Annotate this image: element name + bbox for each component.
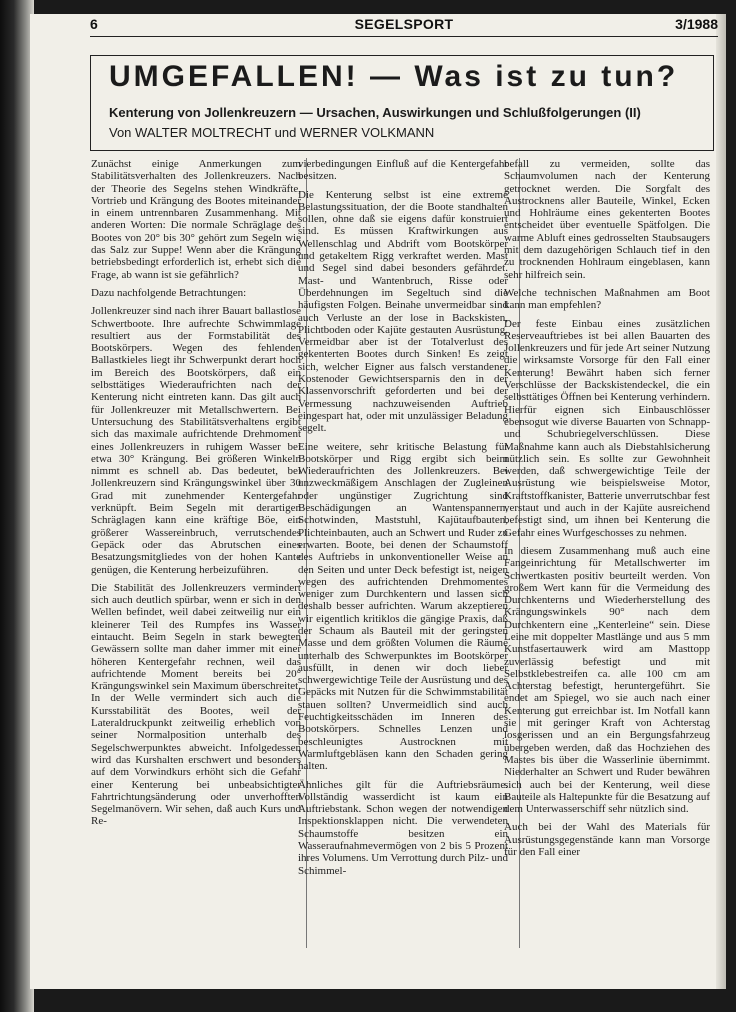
paragraph: Jollenkreuzer sind nach ihrer Bauart ballastlose Schwertboote. Ihre aufrechte Schwimmlage resultiert aus der Formstabilität des Bootskörpers. Wegen des fehlenden Ballastkieles liegt ihr Schwerpunkt derart hoch im Bereich des Bootskörpers, daß ein selbsttätiges Wiederaufrichten nach der Kenterung nicht eintreten kann. Das gilt auch für Jollenkreuzer mit Metallschwertern. Bei Untersuchung des Stabilitätsverhaltens ergibt sich das maximale aufrichtende Drehmoment eines Jollenkreuzers in ruhigem Wasser bei etwa 30° Krängung. Bei größeren Winkeln nimmt es schnell ab. Das bedeutet, bei Jollenkreuzern sind Krängungswinkel über 30 Grad mit zunehmender Kentergefahr verknüpft. Beim Segeln mit derartigen Schräglagen kann eine kräftige Böe, ein größerer Wassereinbruch, verrutschendes Gepäck oder das Abrutschen eines Besatzungsmitgliedes von der hohen Kante genügen, die Kenterung herbeizuführen. xyxy=(91,305,301,576)
paragraph: Dazu nachfolgende Betrachtungen: xyxy=(91,286,247,299)
paragraph: Die Stabilität des Jollenkreuzers vermindert sich auch deutlich spürbar, wenn er sich in den Wellen befindet, weil dabei zeitweilig nur ein kleinerer Teil des Rumpfes ins Wasser eintaucht. Beim Segeln in stark bewegten Gewässern sollte man daher immer mit einer höheren Kentergefahr rechnen, weil das aufrichtende Moment bereits bei 20° Krängungswinkel sein Maximum überschreitet. In der Welle vermindert sich auch die Kursstabilität des Bootes, weil der Lateraldruckpunkt zeitweilig erheblich von seiner Normalposition unterhalb des Segelschwerpunktes abweicht. Infolgedessen wird das Kurshalten erschwert und besonders auf dem Vorwindkurs erhöht sich die Gefahr einer Kenterung bei unbeabsichtigter Fahrtrichtungsänderung oder unverhofften Segelmanövern. Wir sehen, daß auch Kurs und Re- xyxy=(91,581,301,828)
article-title: UMGEFALLEN! — Was ist zu tun? xyxy=(109,60,679,93)
text-column-1 xyxy=(91,158,301,834)
text-column-3 xyxy=(504,158,710,864)
paragraph: In diesem Zusammenhang muß auch eine Fangeinrichtung für Metallschwerter im Schwertkasten positiv beurteilt werden. Von großem Wert kann für die Vermeidung des Durchkenterns und Wiederherstellung des Krängungswinkels 90° nach dem Durchkentern eine „Kenterleine“ sein. Diese Leine mit doppelter Mastlänge und aus 5 mm Kunstfasertauwerk wird am Masttopp zuverlässig befestigt und mit Selbstklebestreifen ca. alle 100 cm am Achterstag befestigt, heruntergeführt. Sie endet am Spiegel, wo sie auch nach einer Kenterung gut erreichbar ist. Im Notfall kann sie mit geringer Kraft von Achterstag losgerissen und an ein Bergungsfahrzeug übergeben werden, daß das Hochziehen des Mastes bis über die Wasserlinie übernimmt. Niederhalter an Schwert und Ruder bewähren sich auch bei der Kenterung, weil diese Bauteile als Haltepunkte für die Besatzung auf dem Unterwasserschiff sehr nützlich sind. xyxy=(504,544,710,816)
paragraph: befall zu vermeiden, sollte das Schaumvolumen nach der Kenterung getrocknet werden. Die Sorgfalt des Austrocknens aller Bauteile, Winkel, Ecken und Hohlräume eines gekenterten Bootes entscheidet über eventuelle Spätfolgen. Die warme Abluft eines gedrosselten Staubsaugers mit dem dazugehörigen Schlauch tief in den zu trocknenden Hohlraum eingeblasen, kann sehr hilfreich sein. xyxy=(504,158,710,281)
page-edge xyxy=(716,14,726,989)
text-column-2 xyxy=(298,158,508,883)
title-box xyxy=(90,55,714,151)
paragraph: Zunächst einige Anmerkungen zum Stabilitätsverhalten des Jollenkreuzers. Nach der Theorie des Segelns stehen Windkräfte, Vortrieb und Krängung des Bootes miteinander in einem untrennbaren Zusammenhang. Mit anderen Worten: Die normale Schräglage des Bootes von 20° bis 30° gehört zum Segeln wie das Salz zur Suppe! Wenn aber die Krängung betriebsbedingt erforderlich ist, erhebt sich die Frage, ab wann ist sie gefährlich? xyxy=(91,158,301,281)
book-binding xyxy=(0,0,34,1012)
article-subtitle: Kenterung von Jollenkreuzern — Ursachen, Auswirkungen und Schlußfolgerungen (II) xyxy=(109,105,641,120)
article-authors: Von WALTER MOLTRECHT und WERNER VOLKMANN xyxy=(109,125,435,140)
page-number: 6 xyxy=(90,16,98,32)
paragraph: Welche technischen Maßnahmen am Boot kann man empfehlen? xyxy=(504,286,710,312)
paragraph: vierbedingungen Einfluß auf die Kentergefahr besitzen. xyxy=(298,158,508,183)
paragraph: Die Kenterung selbst ist eine extreme Belastungssituation, der die Boote standhalten sollen, ohne daß sie eigens dafür konstruiert sind. Es müssen Kraftwirkungen aus Wellenschlag und Abdrift vom Bootskörper und getakeltem Rigg verkraftet werden. Mast und Segel sind dabei besonders gefährdet. Mast- und Wantenbruch, Risse oder Überdehnungen im Segeltuch sind die häufigsten Folgen. Beinahe unvermeidbar sind auch Verluste an der lose in Backskisten, Plichtboden oder Kajüte gestauten Ausrüstung. Vermeidbar aber ist der Totalverlust des gekenterten Bootes durch Sinken! Es zeigt sich, welcher Eigner aus falsch verstandener Kostenoder Gewichtsersparnis den in der Klassenvorschrift geforderten und bei der Vermessung nachzuweisenden Auftrieb eingespart hat, oder mit unzulässiger Beladung segelt. xyxy=(298,188,508,435)
paragraph: Der feste Einbau eines zusätzlichen Reserveauftriebes ist bei allen Bauarten des Jollenkreuzers und für jede Art seiner Nutzung die wirksamste Vorsorge für den Fall einer Kenterung! Bewährt haben sich ferner Verschlüsse der Backskistendeckel, die ein selbsttätiges Öffnen bei Kenterung verhindern. Hierfür eignen sich Einbauschlösser ebensogut wie diverse Bauarten von Schnapp- und Schubriegelverschlüssen. Diese Maßnahme kann auch als Diebstahlsicherung nützlich sein. Es sollte zur Gewohnheit werden, daß schwergewichtige Teile der Ausrüstung wie beispielsweise Motor, Kraftstoffkanister, Batterie unverrutschbar fest verstaut und auch in der Kajüte ausreichend befestigt sind, um ihnen bei Kenterung die Gefahr eines Wurfgeschosses zu nehmen. xyxy=(504,317,710,539)
header-rule xyxy=(90,36,718,37)
running-header xyxy=(90,16,718,36)
issue-number: 3/1988 xyxy=(675,16,718,32)
paragraph: Auch bei der Wahl des Materials für Ausrüstungsgegenstände kann man Vorsorge für den Fall einer xyxy=(504,821,710,859)
magazine-name: SEGELSPORT xyxy=(354,16,454,32)
paragraph: Eine weitere, sehr kritische Belastung für Bootskörper und Rigg ergibt sich beim Wiederaufrichten des Jollenkreuzers. Bei unzweckmäßigem Anschlagen der Zugleinen oder ungünstiger Zugrichtung sind Beschädigungen an Wantenspannern, Schotwinden, Maststuhl, Kajütaufbauten, Plichteinbauten, auch an Schwert und Ruder zu erwarten. Boote, bei denen der Schaumstoff des Auftriebs in unkonventioneller Weise an den Seiten und unter Deck befestigt ist, neigen wegen des aufrichtenden Drehmomentes weniger zum Durchkentern und lassen sich deshalb besser aufrichten. Warum akzeptieren wir eigentlich kritiklos die gängige Praxis, daß der Schaum als Bauteil mit der geringsten Masse und dem größten Volumen die Räume unterhalb des Schwerpunktes im Bootskörper ausfüllt, in denen wir doch lieber schwergewichtige Teile der Ausrüstung und des Gepäcks mit Nutzen für die Schwimmstabilität stauen sollten? Unvermeidlich sind auch Feuchtigkeitsschäden im Inneren des Bootskörpers. Schnelles Lenzen und beschleunigtes Austrocknen mit Warmluftgebläsen kann den Schaden gering halten. xyxy=(298,440,508,773)
paragraph: Ähnliches gilt für die Auftriebsräume. Vollständig wasserdicht ist kaum ein Auftriebstank. Schon wegen der notwendigen Inspektionsklappen nicht. Die verwendeten Schaumstoffe besitzen ein Wasseraufnahmevermögen von 2 bis 5 Prozent ihres Volumens. Um Verrottung durch Pilz- und Schimmel- xyxy=(298,778,508,877)
